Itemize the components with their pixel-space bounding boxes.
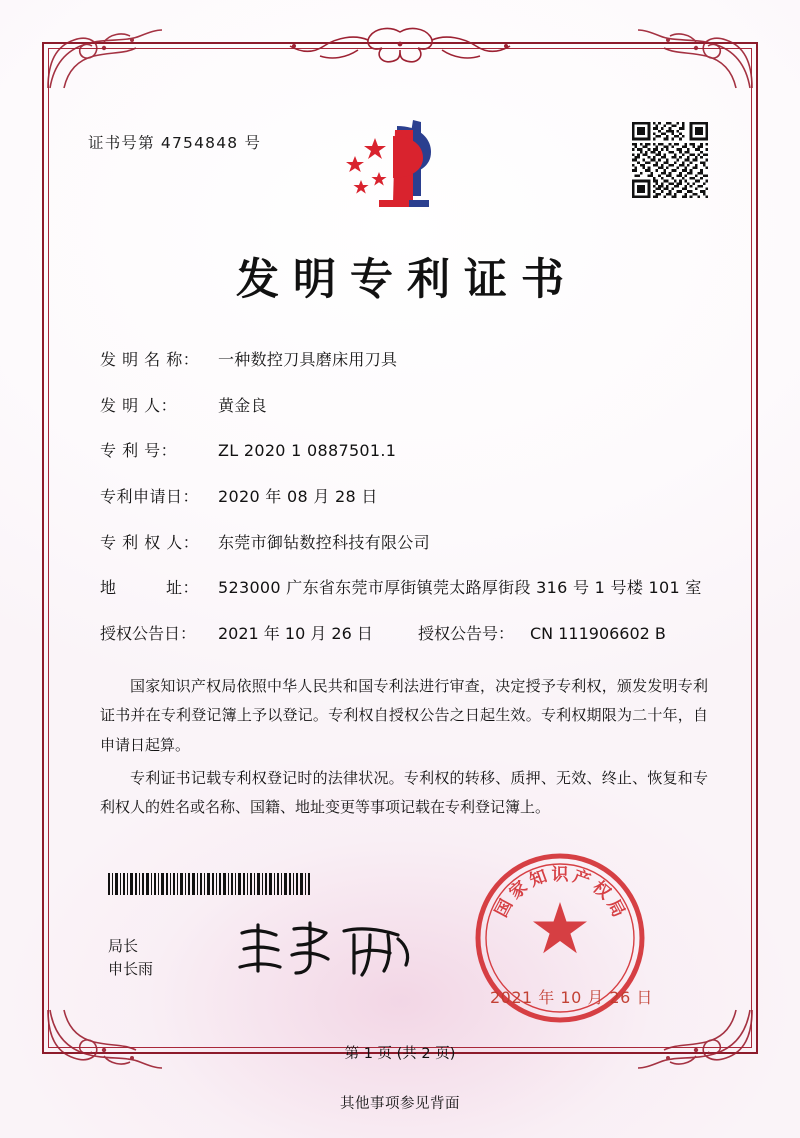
field-patent-number: [100, 439, 710, 462]
seal-date: 2021 年 10 月 26 日: [490, 988, 653, 1007]
svg-text:国: 国: [491, 896, 518, 921]
barcode-icon: [108, 873, 313, 895]
field-inventor: [100, 394, 710, 417]
grant-number-label: 授权公告号：: [418, 624, 515, 644]
page-number: 第 1 页 (共 2 页): [344, 1046, 456, 1062]
field-grant-announcement: [100, 622, 710, 645]
svg-text:产: 产: [570, 866, 593, 892]
field-application-date: [100, 485, 710, 508]
field-value: 东莞市御钻数控科技有限公司: [218, 532, 430, 552]
cnipa-logo-icon: [335, 112, 465, 217]
patent-fields: [100, 348, 710, 668]
field-patentee: [100, 531, 710, 554]
field-label: 地 址：: [100, 578, 200, 598]
grant-date-label: 授权公告日：: [100, 624, 197, 644]
qr-code-icon: [632, 122, 708, 198]
back-side-note: 其他事项参见背面: [340, 1096, 460, 1112]
corner-ornament-top-left-icon: [44, 22, 164, 92]
legal-text: [100, 672, 708, 826]
svg-text:家: 家: [505, 877, 532, 904]
grant-date-value: 2021 年 10 月 26 日: [218, 624, 373, 644]
field-value: ZL 2020 1 0887501.1: [218, 441, 397, 461]
field-label: 专 利 权 人：: [100, 532, 200, 552]
field-invention-name: [100, 348, 710, 371]
field-label: 专 利 号：: [100, 441, 178, 461]
handwritten-signature-icon: [232, 915, 422, 985]
corner-ornament-bottom-left-icon: [44, 1006, 164, 1076]
svg-text:知: 知: [527, 866, 550, 892]
field-value: 黄金良: [218, 395, 267, 415]
svg-text:局: 局: [602, 896, 629, 921]
grant-number-value: CN 111906602 B: [530, 624, 666, 644]
field-value: 523000 广东省东莞市厚街镇莞太路厚街段 316 号 1 号楼 101 室: [218, 578, 702, 598]
director-title-label: 局长: [108, 937, 139, 955]
field-label: 发 明 名 称：: [100, 350, 200, 369]
signature-block: [108, 935, 153, 980]
svg-text:识: 识: [551, 865, 569, 885]
page-title: 发明专利证书: [236, 255, 578, 305]
certificate-number: 证书号第 4754848 号: [88, 134, 262, 152]
top-ornament-icon: [250, 24, 550, 78]
field-address: [100, 576, 710, 599]
corner-ornament-top-right-icon: [636, 22, 756, 92]
field-value: 一种数控刀具磨床用刀具: [218, 350, 398, 369]
field-label: 发 明 人：: [100, 395, 178, 415]
paragraph-2: 专利证书记载专利权登记时的法律状况。专利权的转移、质押、无效、终止、恢复和专利权人的姓名或名称、国籍、地址变更等事项记载在专利登记簿上。: [100, 768, 708, 816]
field-value: 2020 年 08 月 28 日: [218, 487, 378, 507]
svg-text:权: 权: [588, 877, 615, 904]
director-name: 申长雨: [108, 959, 154, 978]
paragraph-1: 国家知识产权局依照中华人民共和国专利法进行审查，决定授予专利权，颁发发明专利证书并在专利登记簿上予以登记。专利权自授权公告之日起生效。专利权期限为二十年，自申请日起算。: [100, 677, 708, 754]
corner-ornament-bottom-right-icon: [636, 1006, 756, 1076]
field-label: 专利申请日：: [100, 487, 200, 507]
